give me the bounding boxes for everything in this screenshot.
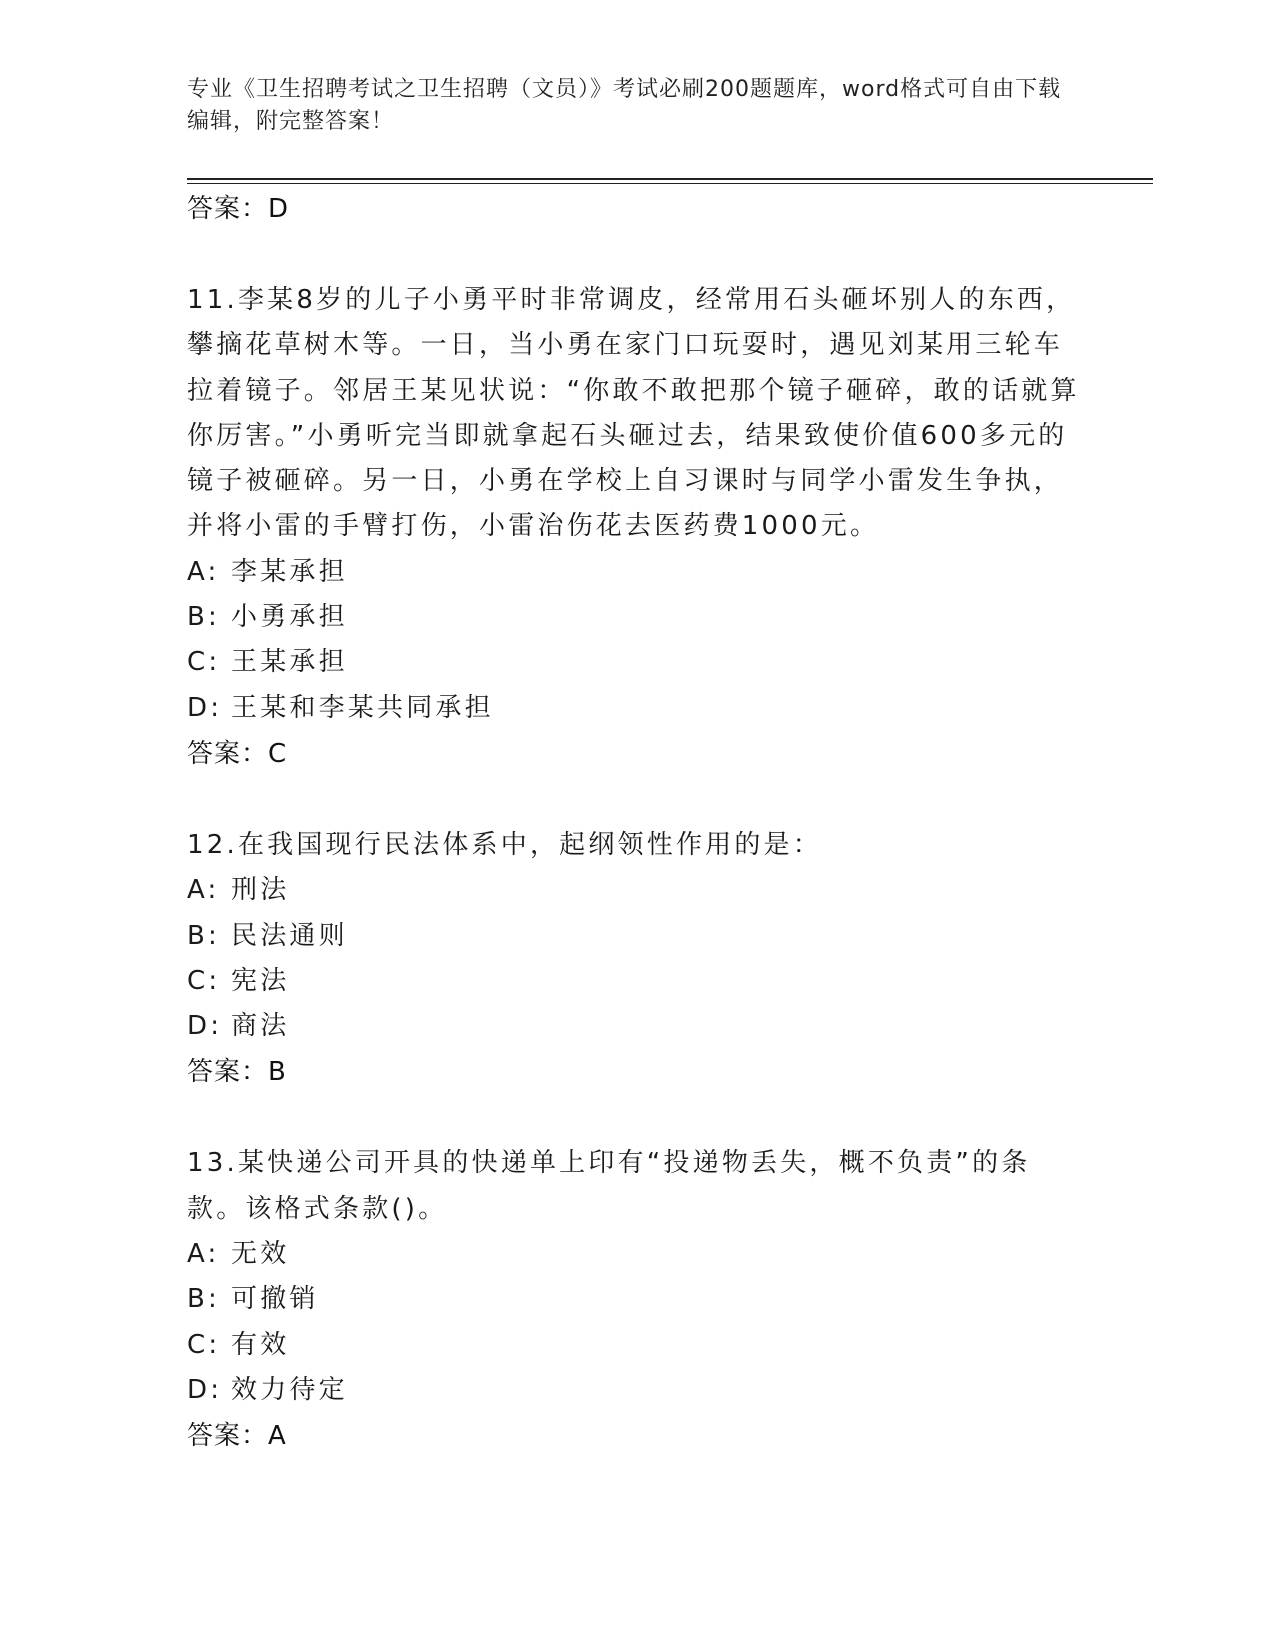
option-d — [187, 686, 1087, 731]
option-b — [187, 914, 1087, 959]
question-stem: 12.在我国现行民法体系中，起纲领性作用的是： — [187, 829, 822, 860]
option-b — [187, 595, 1087, 640]
option-key: A: — [187, 1239, 220, 1270]
previous-answer: 答案：D — [187, 194, 290, 224]
question-12 — [187, 823, 1087, 1095]
option-key: D: — [187, 1374, 223, 1405]
option-text: 王某和李某共同承担 — [231, 692, 494, 723]
option-text: 有效 — [231, 1329, 290, 1360]
option-text: 民法通则 — [231, 920, 348, 951]
option-key: A: — [187, 875, 220, 906]
header-divider-thin — [187, 183, 1153, 184]
header-divider-thick — [187, 178, 1153, 180]
question-answer: 答案：B — [187, 1057, 287, 1088]
option-key: A: — [187, 556, 220, 587]
question-answer: 答案：A — [187, 1421, 287, 1452]
option-a — [187, 1232, 1087, 1277]
option-text: 宪法 — [231, 965, 290, 996]
question-answer: 答案：C — [187, 738, 288, 769]
option-key: B: — [187, 1284, 220, 1315]
option-key: D: — [187, 1011, 223, 1042]
option-b — [187, 1277, 1087, 1322]
question-13 — [187, 1141, 1087, 1459]
option-text: 王某承担 — [231, 647, 348, 678]
option-text: 无效 — [231, 1239, 290, 1270]
option-key: C: — [187, 1329, 221, 1360]
option-c — [187, 959, 1087, 1004]
option-c — [187, 640, 1087, 685]
option-d — [187, 1004, 1087, 1049]
option-text: 效力待定 — [231, 1374, 348, 1405]
option-key: B: — [187, 920, 220, 951]
option-text: 刑法 — [231, 875, 290, 906]
option-key: D: — [187, 692, 223, 723]
question-list — [187, 186, 1087, 1459]
page-header: 专业《卫生招聘考试之卫生招聘（文员）》考试必刷200题题库，word格式可自由下载编辑，附完整答案！ — [187, 77, 1062, 134]
option-c — [187, 1323, 1087, 1368]
question-stem: 13.某快递公司开具的快递单上印有“投递物丢失，概不负责”的条款。该格式条款()。 — [187, 1148, 1031, 1224]
option-text: 小勇承担 — [231, 602, 348, 633]
option-text: 李某承担 — [231, 556, 348, 587]
option-text: 商法 — [231, 1011, 290, 1042]
option-a — [187, 868, 1087, 913]
option-key: C: — [187, 647, 221, 678]
option-a — [187, 550, 1087, 595]
option-key: B: — [187, 602, 220, 633]
question-11 — [187, 278, 1087, 777]
option-text: 可撤销 — [231, 1284, 319, 1315]
question-stem: 11.李某8岁的儿子小勇平时非常调皮，经常用石头砸坏别人的东西，攀摘花草树木等。一日，当小勇在家门口玩耍时，遇见刘某用三轮车拉着镜子。邻居王某见状说：“你敢不敢把那个镜子砸碎，敢的话就算你厉害。”小勇听完当即就拿起石头砸过去，结果致使价值600多元的镜子被砸碎。另一日，小勇在学校上自习课时与同学小雷发生争执，并将小雷的手臂打伤，小雷治伤花去医药费1000元。 — [187, 285, 1080, 542]
option-d — [187, 1368, 1087, 1413]
option-key: C: — [187, 965, 221, 996]
